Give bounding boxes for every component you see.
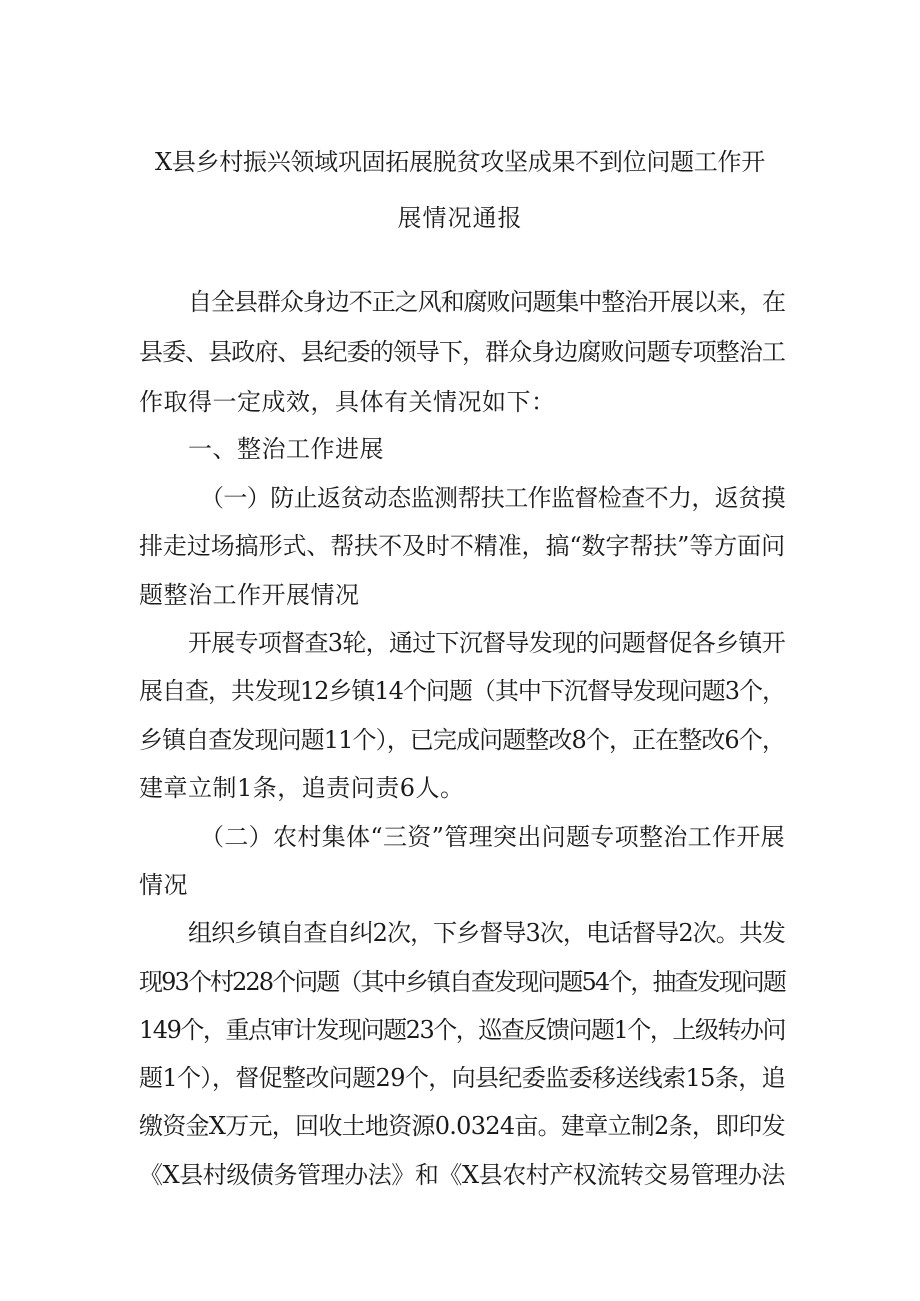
paragraph-1-line-4: 建章立制1条，追责问责6人。 xyxy=(139,774,465,802)
document-title-line-2: 展情况通报 xyxy=(397,204,523,232)
subsection-heading-1-line-1: （一）防止返贫动态监测帮扶工作监督检查不力，返贫摸 xyxy=(200,484,785,512)
section-heading-1: 一、整治工作进展 xyxy=(188,435,384,463)
subsection-heading-2-line-2: 情况 xyxy=(139,871,188,899)
document-title-line-1: X县乡村振兴领域巩固拓展脱贫攻坚成果不到位问题工作开 xyxy=(155,148,765,176)
paragraph-2-line-3: 149个，重点审计发现问题23个，巡查反馈问题1个，上级转办问 xyxy=(139,1016,785,1044)
paragraph-2-line-2: 现93个村228个问题（其中乡镇自查发现问题54个，抽查发现问题 xyxy=(139,968,785,996)
subsection-heading-2-line-1: （二）农村集体“三资”管理突出问题专项整治工作开展 xyxy=(200,823,785,851)
paragraph-intro-line-3: 作取得一定成效，具体有关情况如下： xyxy=(139,388,556,416)
subsection-heading-1-line-3: 题整治工作开展情况 xyxy=(139,581,360,609)
subsection-heading-1-line-2: 排走过场搞形式、帮扶不及时不精准，搞“数字帮扶”等方面问 xyxy=(139,532,785,560)
paragraph-1-line-1: 开展专项督查3轮，通过下沉督导发现的问题督促各乡镇开 xyxy=(188,629,785,657)
paragraph-2-line-1: 组织乡镇自查自纠2次，下乡督导3次，电话督导2次。共发 xyxy=(188,919,785,947)
paragraph-1-line-2: 展自查，共发现12乡镇14个问题（其中下沉督导发现问题3个， xyxy=(139,677,785,705)
paragraph-2-line-6: 《X县村级债务管理办法》和《X县农村产权流转交易管理办法 xyxy=(139,1161,785,1189)
paragraph-intro-line-2: 县委、县政府、县纪委的领导下，群众身边腐败问题专项整治工 xyxy=(139,338,785,366)
paragraph-intro-line-1: 自全县群众身边不正之风和腐败问题集中整治开展以来，在 xyxy=(188,288,785,316)
paragraph-2-line-4: 题1个），督促整改问题29个，向县纪委监委移送线索15条，追 xyxy=(139,1064,785,1092)
paragraph-2-line-5: 缴资金X万元，回收土地资源0.0324亩。建章立制2条，即印发 xyxy=(139,1112,785,1140)
paragraph-1-line-3: 乡镇自查发现问题11个），已完成问题整改8个，正在整改6个， xyxy=(139,726,785,754)
